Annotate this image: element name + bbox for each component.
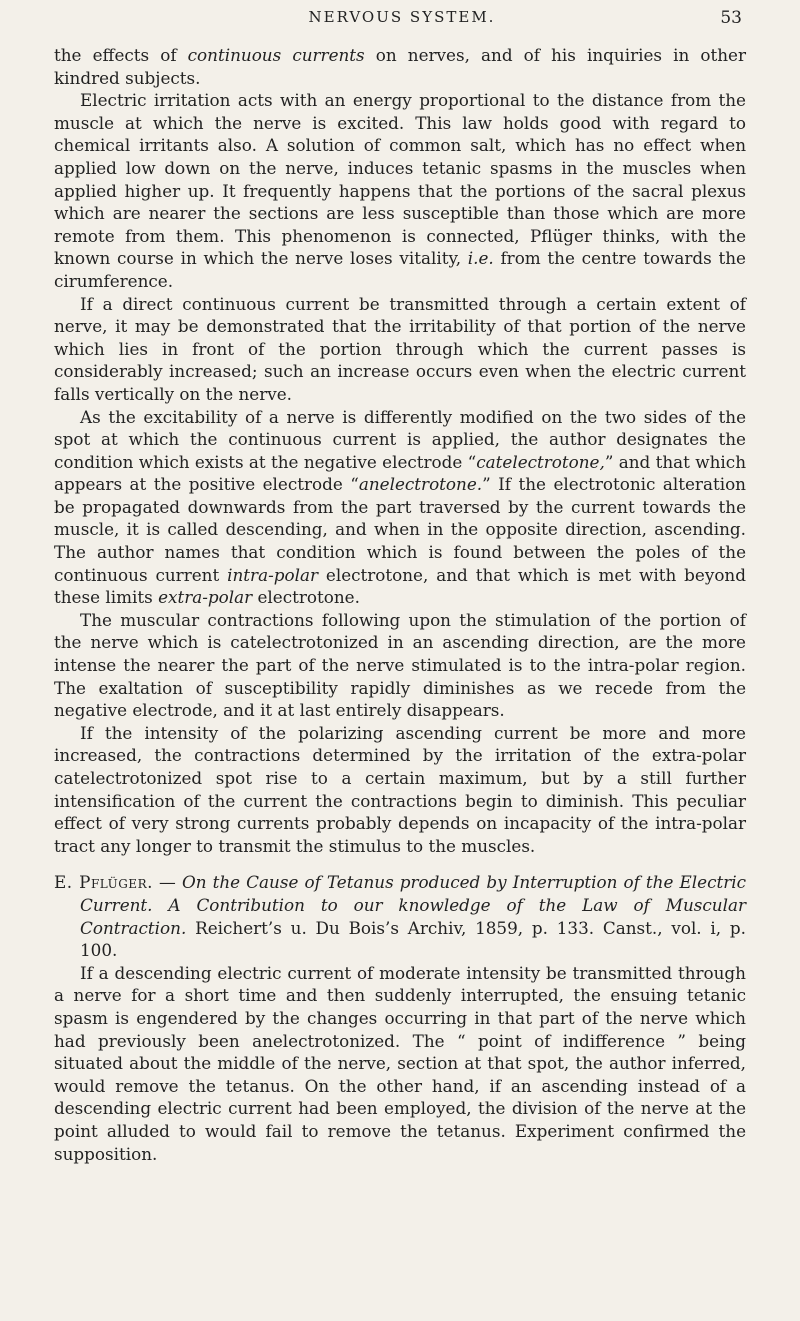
paragraph-continuation: the effects of continuous currents on nerves, and of his inquiries in other kindred subjects. [54, 45, 746, 88]
emphasis: i.e. [467, 248, 494, 269]
emphasis: anelectrotone. [358, 474, 483, 495]
reference-author: E. Pflüger. [54, 872, 153, 893]
emphasis: continuous currents [187, 45, 365, 65]
body-text [54, 44, 746, 1165]
bibliographic-reference: E. Pflüger. — On the Cause of Tetanus produced by Interruption of the Electric Current. A Contribution to our knowledge of the Law of Muscular Contraction. Reichert’s u. Du Bois’s Archiv, 1859, p. 133. Canst., vol. i, p. 100. [54, 872, 746, 961]
emphasis: extra-polar [158, 587, 253, 608]
reference-title: On the Cause of Tetanus produced by Interruption of the Electric Current. A Contribution to our knowledge of the Law of Muscular Contraction. [80, 872, 746, 938]
paragraph-direct-current: If a direct continuous current be transmitted through a certain extent of nerve, it may be demonstrated that the irritability of that portion of the nerve which lies in front of the portion through which the current passes is considerably increased; such an increase occurs even when the electric current falls vertically on the nerve. [54, 293, 746, 404]
page-number: 53 [720, 8, 742, 28]
emphasis: catelectrotone, [476, 451, 605, 472]
paragraph-law-of-irritation: Electric irritation acts with an energy proportional to the distance from the muscle at which the nerve is excited. This law holds good with regard to chemical irritants also. A solution of common salt, which has no effect when applied low down on the nerve, induces tetanic spasms in the muscles when applied higher up. It frequently happens that the portions of the sacral plexus which are nearer the sections are less susceptible than those which are more remote from them. This phenomenon is connected, Pflüger thinks, with the known course in which the nerve loses vitality, i.e. from the centre towards the cirumference. [54, 90, 746, 291]
paragraph-tetanus-experiment: If a descending electric current of moderate intensity be transmitted through a nerve for a short time and then suddenly interrupted, the ensuing tetanic spasm is engendered by the changes occurring in that part of the nerve which had previously been anelectrotonized. The “ point of indifference ” being situated about the middle of the nerve, section at that spot, the author inferred, would remove the tetanus. On the other hand, if an ascending instead of a descending electric current had been employed, the division of the nerve at the point alluded to would fail to remove the tetanus. Experiment confirmed the supposition. [54, 962, 746, 1164]
running-head: NERVOUS SYSTEM. [308, 8, 496, 26]
page-header [62, 8, 742, 34]
paragraph-muscular-contractions: The muscular contractions following upon the stimulation of the portion of the nerve which is catelectrotonized in an ascending direction, are the more intense the nearer the part of the nerve stimulated is to the intra-polar region. The exaltation of susceptibility rapidly diminishes as we recede from the negative electrode, and it at last entirely disappears. [54, 609, 746, 721]
paragraph-electrotone: As the excitability of a nerve is differently modified on the two sides of the spot at which the continuous current is applied, the author designates the condition which exists at the negative electrode “catelectrotone,” and that which appears at the positive electrode “anelectrotone.” If the electrotonic alteration be propagated downwards from the part traversed by the current towards the muscle, it is called descending, and when in the opposite direction, ascending. The author names that condition which is found between the poles of the continuous current intra-polar electrotone, and that which is met with beyond these limits extra-polar electrotone. [54, 406, 747, 608]
emphasis: intra-polar [227, 564, 318, 585]
reference-source: Reichert’s u. Du Bois’s Archiv, 1859, p. 133. Canst., vol. i, p. 100. [80, 917, 746, 961]
paragraph-polarizing-current: If the intensity of the polarizing ascending current be more and more increased, the contractions determined by the irritation of the extra-polar catelectrotonized spot rise to a certain maximum, but by a still further intensification of the current the contractions begin to diminish. This peculiar effect of very strong currents probably depends on incapacity of the intra-polar tract any longer to transmit the stimulus to the muscles. [54, 722, 746, 856]
